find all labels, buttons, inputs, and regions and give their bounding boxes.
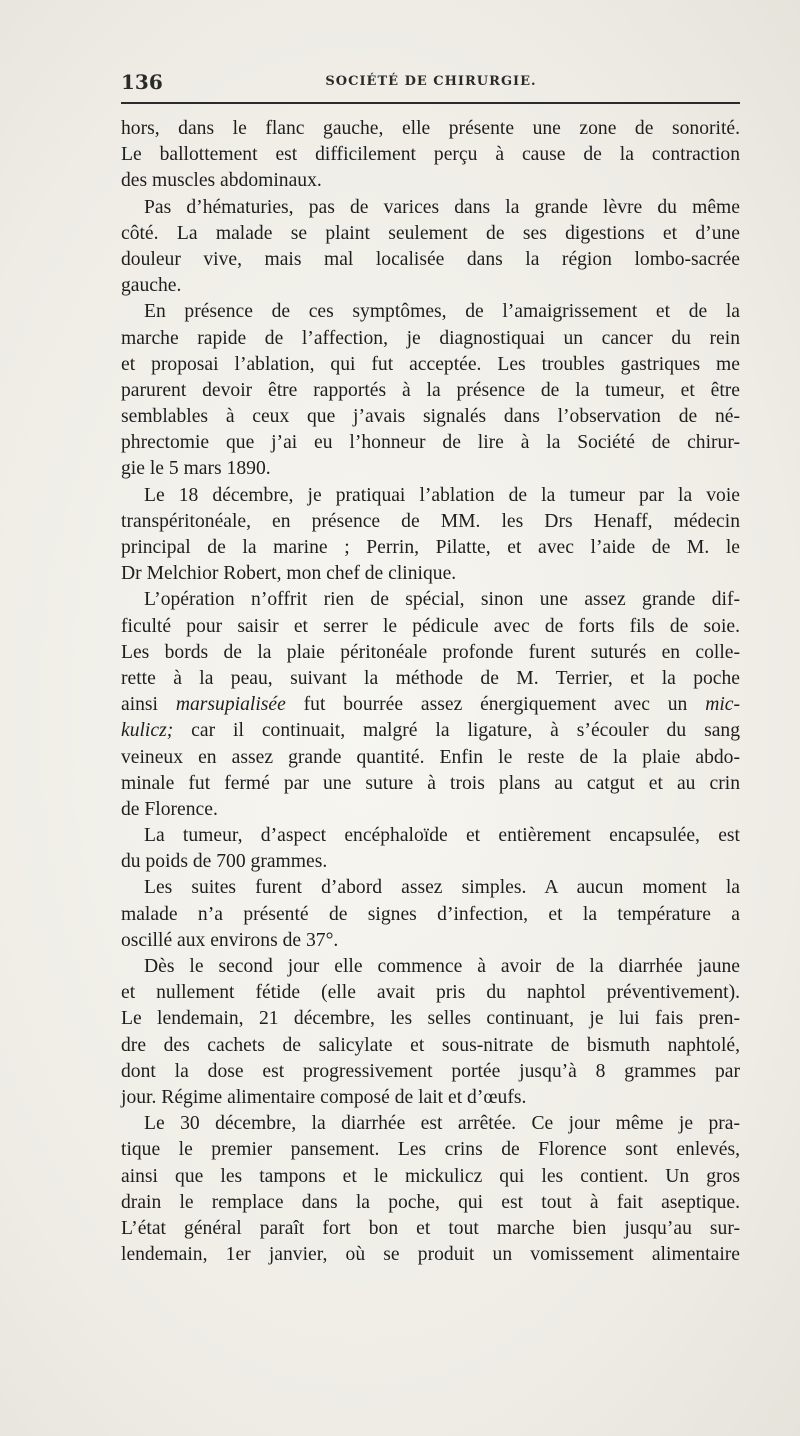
line-text: douleur vive, mais mal localisée dans la région lombo-sacrée: [121, 248, 740, 270]
text-line: [121, 116, 740, 142]
body-text: [121, 116, 740, 1268]
line-text: Dr Melchior Robert, mon chef de clinique.: [121, 563, 457, 585]
line-text: Dès le second jour elle commence à avoir de la diarrhée jaune: [144, 956, 740, 977]
text-line: [121, 823, 740, 849]
line-text: ainsi: [121, 694, 176, 716]
text-line: [121, 954, 740, 980]
line-text: Pas d’hématuries, pas de varices dans la grande lèvre du même: [144, 196, 740, 218]
text-line: [121, 299, 740, 325]
text-line: [121, 849, 740, 875]
line-text: malade n’a présenté de signes d’infection, et la température a: [121, 903, 740, 925]
line-text: lendemain, 1er janvier, où se produit un vomissement alimentaire: [121, 1244, 740, 1266]
text-line: [121, 745, 740, 771]
line-text: ficulté pour saisir et serrer le pédicule avec de forts fils de soie.: [121, 615, 740, 637]
line-text: gauche.: [121, 275, 182, 297]
line-text: dont la dose est progressivement portée jusqu’à 8 grammes par: [121, 1060, 740, 1082]
line-text: La tumeur, d’aspect encéphaloïde et entièrement encapsulée, est: [144, 825, 740, 847]
text-line: [121, 1006, 740, 1032]
line-text: tique le premier pansement. Les crins de Florence sont enlevés,: [121, 1139, 740, 1161]
line-text: jour. Régime alimentaire composé de lait et d’œufs.: [121, 1086, 527, 1108]
text-line: [121, 1059, 740, 1085]
line-text: Les bords de la plaie péritonéale profonde furent suturés en colle-: [121, 641, 740, 663]
line-text: dre des cachets de salicylate et sous-nitrate de bismuth naphtolé,: [121, 1034, 740, 1056]
line-text: du poids de 700 grammes.: [121, 851, 328, 873]
running-title: SOCIÉTÉ DE CHIRURGIE.: [325, 74, 537, 89]
text-line: [121, 430, 740, 456]
line-text: L’opération n’offrit rien de spécial, sinon une assez grande dif-: [144, 589, 740, 611]
text-line: [121, 692, 740, 718]
text-line: [121, 797, 740, 823]
line-text: de Florence.: [121, 798, 218, 820]
text-line: [121, 221, 740, 247]
text-line: [121, 195, 740, 221]
text-line: [121, 142, 740, 168]
text-line: [121, 771, 740, 797]
text-line: [121, 666, 740, 692]
line-text: hors, dans le flanc gauche, elle présente une zone de sonorité.: [121, 118, 740, 139]
line-text: parurent devoir être rapportés à la présence de la tumeur, et être: [121, 379, 740, 401]
header-rule: [121, 102, 740, 104]
line-text: et proposai l’ablation, qui fut acceptée. Les troubles gastriques me: [121, 353, 740, 375]
line-text: minale fut fermé par une suture à trois plans au catgut et au crin: [121, 772, 740, 794]
line-text: veineux en assez grande quantité. Enfin le reste de la plaie abdo-: [121, 746, 740, 768]
page-header: [121, 70, 741, 94]
text-line: [121, 168, 740, 194]
line-text: semblables à ceux que j’avais signalés dans l’observation de né-: [121, 406, 740, 428]
line-text: ainsi que les tampons et le mickulicz qui les contient. Un gros: [121, 1165, 740, 1187]
text-line: [121, 1242, 740, 1268]
line-text: car il continuait, malgré la ligature, à s’écouler du sang: [173, 720, 740, 742]
text-line: [121, 875, 740, 901]
text-line: [121, 1085, 740, 1111]
text-line: [121, 326, 740, 352]
text-line: [121, 1137, 740, 1163]
line-text: côté. La malade se plaint seulement de ses digestions et d’une: [121, 222, 740, 244]
line-text: L’état général paraît fort bon et tout marche bien jusqu’au sur-: [121, 1217, 740, 1239]
text-line: [121, 1033, 740, 1059]
line-text: Les suites furent d’abord assez simples. A aucun moment la: [144, 877, 740, 899]
line-text: phrectomie que j’ai eu l’honneur de lire à la Société de chirur-: [121, 432, 740, 454]
text-line: [121, 1111, 740, 1137]
italic-text: kulicz;: [121, 720, 174, 742]
page-number: 136: [121, 70, 163, 94]
text-line: [121, 587, 740, 613]
italic-text: marsupialisée: [175, 694, 286, 716]
text-line: [121, 404, 740, 430]
text-line: [121, 509, 740, 535]
text-line: [121, 614, 740, 640]
italic-text: mic-: [705, 694, 741, 716]
text-line: [121, 980, 740, 1006]
text-line: [121, 1164, 740, 1190]
text-line: [121, 378, 740, 404]
text-line: [121, 902, 740, 928]
text-line: [121, 1190, 740, 1216]
text-line: [121, 247, 740, 273]
line-text: Le ballottement est difficilement perçu à cause de la contraction: [121, 144, 740, 166]
text-line: [121, 928, 740, 954]
text-line: [121, 535, 740, 561]
line-text: gie le 5 mars 1890.: [121, 458, 271, 480]
line-text: En présence de ces symptômes, de l’amaigrissement et de la: [144, 301, 740, 323]
line-text: et nullement fétide (elle avait pris du naphtol préventivement).: [121, 982, 740, 1004]
line-text: Le 30 décembre, la diarrhée est arrêtée. Ce jour même je pra-: [144, 1113, 740, 1135]
line-text: Le lendemain, 21 décembre, les selles continuant, je lui fais pren-: [121, 1008, 740, 1030]
line-text: drain le remplace dans la poche, qui est tout à fait aseptique.: [121, 1191, 740, 1213]
text-line: [121, 273, 740, 299]
text-line: [121, 352, 740, 378]
text-line: [121, 640, 740, 666]
text-line: [121, 456, 740, 482]
line-text: oscillé aux environs de 37°.: [121, 929, 339, 951]
line-text: des muscles abdominaux.: [121, 170, 322, 192]
text-line: [121, 483, 740, 509]
line-text: Le 18 décembre, je pratiquai l’ablation de la tumeur par la voie: [144, 484, 740, 506]
text-line: [121, 1216, 740, 1242]
line-text: principal de la marine ; Perrin, Pilatte, et avec l’aide de M. le: [121, 537, 740, 558]
text-line: [121, 718, 740, 744]
line-text: marche rapide de l’affection, je diagnostiquai un cancer du rein: [121, 327, 740, 349]
line-text: rette à la peau, suivant la méthode de M. Terrier, et la poche: [121, 667, 740, 689]
text-line: [121, 561, 740, 587]
line-text: fut bourrée assez énergiquement avec un: [285, 694, 706, 716]
line-text: transpéritonéale, en présence de MM. les Drs Henaff, médecin: [121, 510, 740, 532]
